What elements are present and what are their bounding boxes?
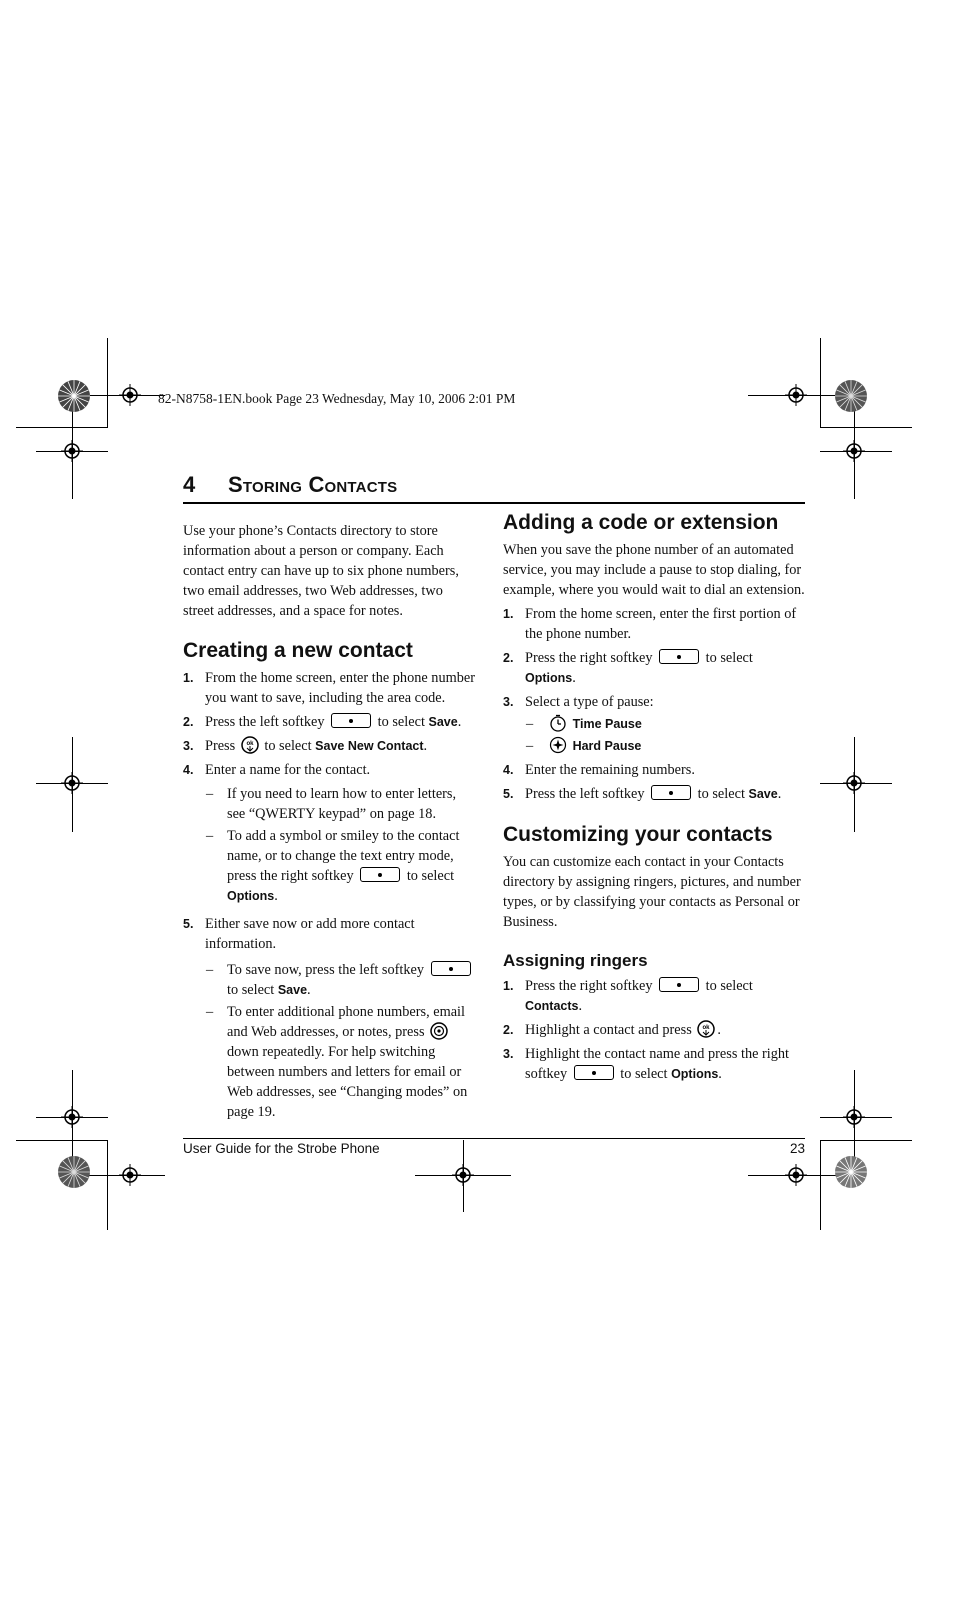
hard-pause-icon — [549, 736, 567, 754]
list-item: 1. From the home screen, enter the phone number you want to save, including the area code. — [183, 670, 475, 706]
list-item: 4. Enter a name for the contact. – If you need to learn how to enter letters, see “QWERTY keypad” on page 18. – To add a symbol or smiley to the contact name, or to change the text entry mode, press the right softkey to select Options. — [183, 760, 475, 906]
navigation-key-icon — [430, 1022, 448, 1040]
chapter-heading — [183, 472, 805, 504]
list-item: 1. Press the right softkey to select Contacts. — [503, 978, 753, 1014]
color-wheel-mark — [834, 379, 868, 413]
right-column — [503, 510, 805, 1084]
customizing-intro: You can customize each contact in your Contacts directory by assigning ringers, pictures, and number types, or by classifying your contacts as Personal or Business. — [503, 854, 801, 930]
chapter-title: Storing Contacts — [228, 472, 398, 497]
left-column — [183, 521, 475, 1122]
adding-intro: When you save the phone number of an automated service, you may include a pause to stop dialing, for example, where you would wait to dial an extension. — [503, 542, 805, 598]
list-item: – Hard Pause — [526, 738, 642, 754]
left-softkey-icon — [651, 785, 691, 800]
svg-text:ok: ok — [246, 741, 254, 747]
list-item: 3. Select a type of pause: – Time Pause – Hard Pause — [503, 692, 805, 756]
footer-rule — [183, 1138, 805, 1139]
list-item: – To save now, press the left softkey to select Save. — [205, 960, 475, 1000]
list-item: – Time Pause — [526, 716, 642, 732]
left-softkey-icon — [431, 961, 471, 976]
adding-steps — [503, 604, 805, 804]
right-softkey-icon — [659, 649, 699, 664]
list-item: – To enter additional phone numbers, email and Web addresses, or notes, press down repeatedly. For help switching between numbers and letters for email or Web addresses, see “Changing modes” on page 19. — [206, 1004, 468, 1120]
color-wheel-mark — [57, 1155, 91, 1189]
page-number: 23 — [789, 1141, 805, 1156]
section-heading-creating: Creating a new contact — [183, 639, 413, 662]
list-item: 2. Highlight a contact and press ok . — [503, 1022, 721, 1038]
subsection-heading-ringers: Assigning ringers — [503, 951, 648, 970]
chapter-number: 4 — [183, 472, 196, 497]
section-heading-adding: Adding a code or extension — [503, 511, 779, 534]
timer-icon — [549, 714, 567, 732]
list-item: 4. Enter the remaining numbers. — [503, 762, 695, 778]
list-item: 3. Press ok to select Save New Contact. — [183, 738, 428, 754]
ok-key-icon — [697, 1020, 715, 1038]
list-item: 5. Press the left softkey to select Save. — [503, 786, 782, 802]
list-item: 2. Press the right softkey to select Options. — [503, 650, 753, 686]
right-softkey-icon — [659, 977, 699, 992]
right-softkey-icon — [574, 1065, 614, 1080]
list-item: 1. From the home screen, enter the first portion of the phone number. — [503, 606, 797, 642]
chapter-intro: Use your phone’s Contacts directory to store information about a person or company. Each contact entry can have up to six phone numbers, two email addresses, two Web addresses, two street addresses, and a space for notes. — [183, 523, 459, 619]
list-item: 5. Either save now or add more contact information. – To save now, press the left softkey to select Save. – To enter additional phone numbers, email and Web addresses, or notes, press down repeatedly. For help switching between numbers and letters for email or Web addresses, see “Changing modes” on page 19. — [183, 914, 475, 1122]
footer-title: User Guide for the Strobe Phone — [183, 1141, 380, 1156]
ok-key-icon — [241, 736, 259, 754]
creating-steps — [183, 668, 475, 1122]
color-wheel-mark — [834, 1155, 868, 1189]
list-item: – If you need to learn how to enter letters, see “QWERTY keypad” on page 18. — [206, 786, 457, 822]
list-item: 3. Highlight the contact name and press the right softkey to select Options. — [503, 1046, 790, 1082]
list-item: 2. Press the left softkey to select Save. — [183, 714, 462, 730]
svg-text:ok: ok — [702, 1025, 710, 1031]
right-softkey-icon — [360, 867, 400, 882]
section-heading-customizing: Customizing your contacts — [503, 823, 773, 846]
color-wheel-mark — [57, 379, 91, 413]
print-slug: 82-N8758-1EN.book Page 23 Wednesday, May 10, 2006 2:01 PM — [158, 391, 516, 406]
list-item: – To add a symbol or smiley to the contact name, or to change the text entry mode, press the right softkey to select Options. — [206, 828, 460, 904]
ringers-steps — [503, 976, 805, 1084]
left-softkey-icon — [331, 713, 371, 728]
